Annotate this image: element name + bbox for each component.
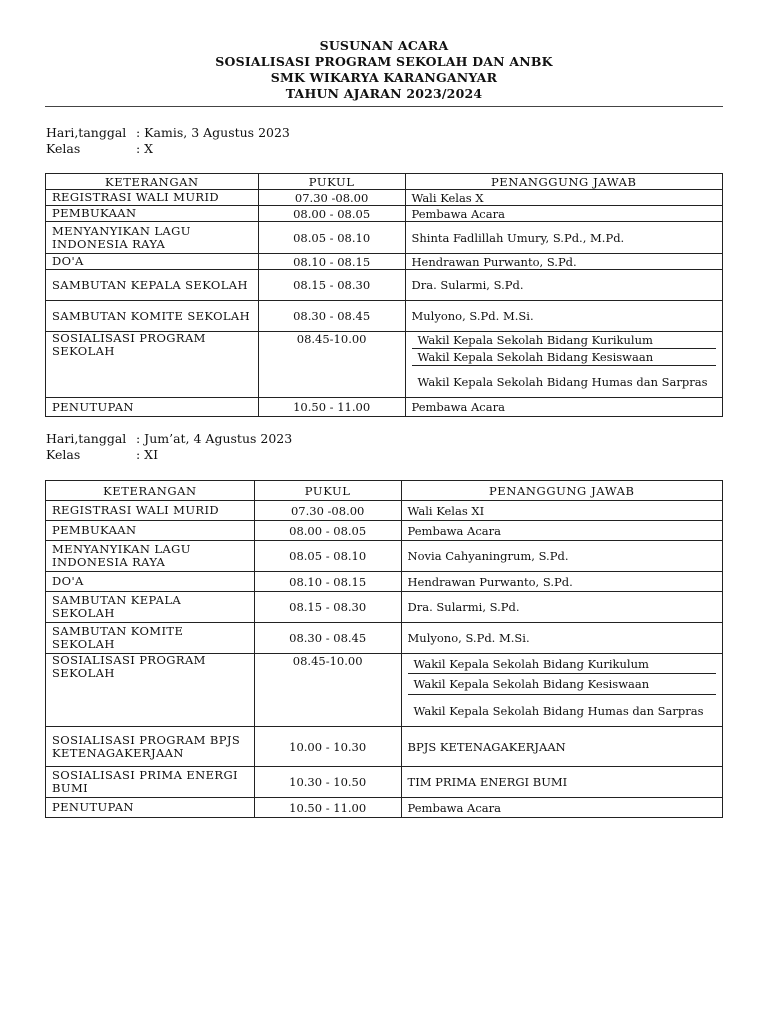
table-row — [46, 501, 723, 521]
table-row — [46, 541, 723, 572]
cell-pukul: 08.05 - 08.10 — [258, 222, 405, 254]
cell-pukul: 07.30 -08.00 — [258, 190, 405, 206]
table-row — [46, 767, 723, 798]
column-header-keterangan: KETERANGAN — [46, 174, 259, 190]
cell-pukul: 08.05 - 08.10 — [254, 541, 401, 572]
cell-penanggung-jawab: Dra. Sularmi, S.Pd. — [401, 592, 722, 623]
table-row — [46, 798, 723, 818]
column-header-pukul: PUKUL — [254, 481, 401, 501]
cell-penanggung-jawab: Dra. Sularmi, S.Pd. — [405, 270, 723, 301]
cell-pukul: 10.50 - 11.00 — [254, 798, 401, 818]
cell-pukul: 07.30 -08.00 — [254, 501, 401, 521]
hari-label: Hari,tanggal — [46, 125, 127, 140]
day2-meta — [46, 431, 292, 463]
cell-penanggung-jawab: Wali Kelas XI — [401, 501, 722, 521]
cell-pukul: 08.10 - 08.15 — [258, 254, 405, 270]
cell-penanggung-jawab: Shinta Fadlillah Umury, S.Pd., M.Pd. — [405, 222, 723, 254]
table-row — [46, 727, 723, 767]
cell-penanggung-jawab: TIM PRIMA ENERGI BUMI — [401, 767, 722, 798]
cell-penanggung-jawab: Pembawa Acara — [401, 521, 722, 541]
cell-pukul: 08.15 - 08.30 — [258, 270, 405, 301]
table-row — [46, 190, 723, 206]
sub-cell-penanggung-jawab: Wakil Kepala Sekolah Bidang Humas dan Sarpras — [413, 703, 704, 718]
cell-pukul: 08.10 - 08.15 — [254, 572, 401, 592]
kelas-value: : XI — [136, 447, 159, 462]
cell-penanggung-jawab: Hendrawan Purwanto, S.Pd. — [401, 572, 722, 592]
sub-cell-penanggung-jawab: Wakil Kepala Sekolah Bidang Humas dan Sarpras — [417, 374, 708, 389]
cell-penanggung-jawab: Hendrawan Purwanto, S.Pd. — [405, 254, 723, 270]
document-title — [0, 38, 768, 102]
header-divider — [45, 106, 723, 107]
table-row — [46, 592, 723, 623]
sub-cell-penanggung-jawab: Wakil Kepala Sekolah Bidang Kesiswaan — [412, 349, 717, 366]
schedule-table-day2 — [45, 480, 723, 818]
cell-keterangan: DO'A — [46, 254, 259, 270]
cell-keterangan: PENUTUPAN — [46, 398, 259, 417]
title-line-4: TAHUN AJARAN 2023/2024 — [285, 86, 483, 101]
table-row — [46, 654, 723, 727]
cell-keterangan: SAMBUTAN KEPALA SEKOLAH — [46, 592, 255, 623]
cell-keterangan: REGISTRASI WALI MURID — [46, 190, 259, 206]
table-row — [46, 521, 723, 541]
cell-penanggung-jawab: Pembawa Acara — [405, 398, 723, 417]
cell-keterangan: DO'A — [46, 572, 255, 592]
cell-keterangan: SAMBUTAN KEPALA SEKOLAH — [46, 270, 259, 301]
table-row — [46, 398, 723, 417]
cell-penanggung-jawab: Mulyono, S.Pd. M.Si. — [401, 623, 722, 654]
cell-keterangan: SOSIALISASI PRIMA ENERGI BUMI — [46, 767, 255, 798]
cell-penanggung-jawab: Novia Cahyaningrum, S.Pd. — [401, 541, 722, 572]
kelas-label: Kelas — [46, 141, 81, 156]
cell-penanggung-jawab: Mulyono, S.Pd. M.Si. — [405, 301, 723, 332]
column-header-pukul: PUKUL — [258, 174, 405, 190]
cell-keterangan: SAMBUTAN KOMITE SEKOLAH — [46, 301, 259, 332]
cell-penanggung-jawab: Pembawa Acara — [401, 798, 722, 818]
table-row — [46, 222, 723, 254]
cell-pukul: 10.00 - 10.30 — [254, 727, 401, 767]
cell-pukul: 08.00 - 08.05 — [254, 521, 401, 541]
table-row — [46, 623, 723, 654]
table-row — [46, 254, 723, 270]
hari-value: : Jum’at, 4 Agustus 2023 — [136, 431, 293, 446]
column-header-penanggung-jawab: PENANGGUNG JAWAB — [405, 174, 723, 190]
schedule-table-day1 — [45, 173, 723, 417]
hari-value: : Kamis, 3 Agustus 2023 — [136, 125, 290, 140]
cell-keterangan: PEMBUKAAN — [46, 521, 255, 541]
cell-keterangan: PENUTUPAN — [46, 798, 255, 818]
cell-pukul: 10.30 - 10.50 — [254, 767, 401, 798]
kelas-label: Kelas — [46, 447, 81, 462]
cell-penanggung-jawab — [401, 654, 722, 727]
title-line-3: SMK WIKARYA KARANGANYAR — [270, 70, 498, 85]
sub-cell-penanggung-jawab: Wakil Kepala Sekolah Bidang Kurikulum — [408, 654, 716, 674]
kelas-value: : X — [136, 141, 154, 156]
table-row — [46, 206, 723, 222]
cell-pukul: 08.45-10.00 — [258, 332, 405, 398]
cell-penanggung-jawab: Wali Kelas X — [405, 190, 723, 206]
cell-keterangan: SAMBUTAN KOMITE SEKOLAH — [46, 623, 255, 654]
table-row — [46, 301, 723, 332]
day1-meta — [46, 125, 290, 157]
cell-keterangan: MENYANYIKAN LAGU INDONESIA RAYA — [46, 222, 259, 254]
cell-keterangan: SOSIALISASI PROGRAM SEKOLAH — [46, 332, 259, 398]
table-row — [46, 332, 723, 398]
column-header-penanggung-jawab: PENANGGUNG JAWAB — [401, 481, 722, 501]
cell-penanggung-jawab: BPJS KETENAGAKERJAAN — [401, 727, 722, 767]
hari-label: Hari,tanggal — [46, 431, 127, 446]
cell-keterangan: REGISTRASI WALI MURID — [46, 501, 255, 521]
table-row — [46, 572, 723, 592]
cell-pukul: 08.15 - 08.30 — [254, 592, 401, 623]
cell-penanggung-jawab — [405, 332, 723, 398]
sub-cell-penanggung-jawab: Wakil Kepala Sekolah Bidang Kesiswaan — [408, 674, 716, 695]
title-line-1: SUSUNAN ACARA — [319, 38, 449, 53]
cell-pukul: 10.50 - 11.00 — [258, 398, 405, 417]
cell-penanggung-jawab: Pembawa Acara — [405, 206, 723, 222]
column-header-keterangan: KETERANGAN — [46, 481, 255, 501]
cell-keterangan: SOSIALISASI PROGRAM BPJS KETENAGAKERJAAN — [46, 727, 255, 767]
cell-keterangan: SOSIALISASI PROGRAM SEKOLAH — [46, 654, 255, 727]
cell-pukul: 08.00 - 08.05 — [258, 206, 405, 222]
sub-cell-penanggung-jawab: Wakil Kepala Sekolah Bidang Kurikulum — [412, 332, 717, 349]
title-line-2: SOSIALISASI PROGRAM SEKOLAH DAN ANBK — [215, 54, 553, 69]
cell-pukul: 08.30 - 08.45 — [258, 301, 405, 332]
cell-keterangan: PEMBUKAAN — [46, 206, 259, 222]
cell-pukul: 08.30 - 08.45 — [254, 623, 401, 654]
table-row — [46, 270, 723, 301]
cell-keterangan: MENYANYIKAN LAGU INDONESIA RAYA — [46, 541, 255, 572]
cell-pukul: 08.45-10.00 — [254, 654, 401, 727]
